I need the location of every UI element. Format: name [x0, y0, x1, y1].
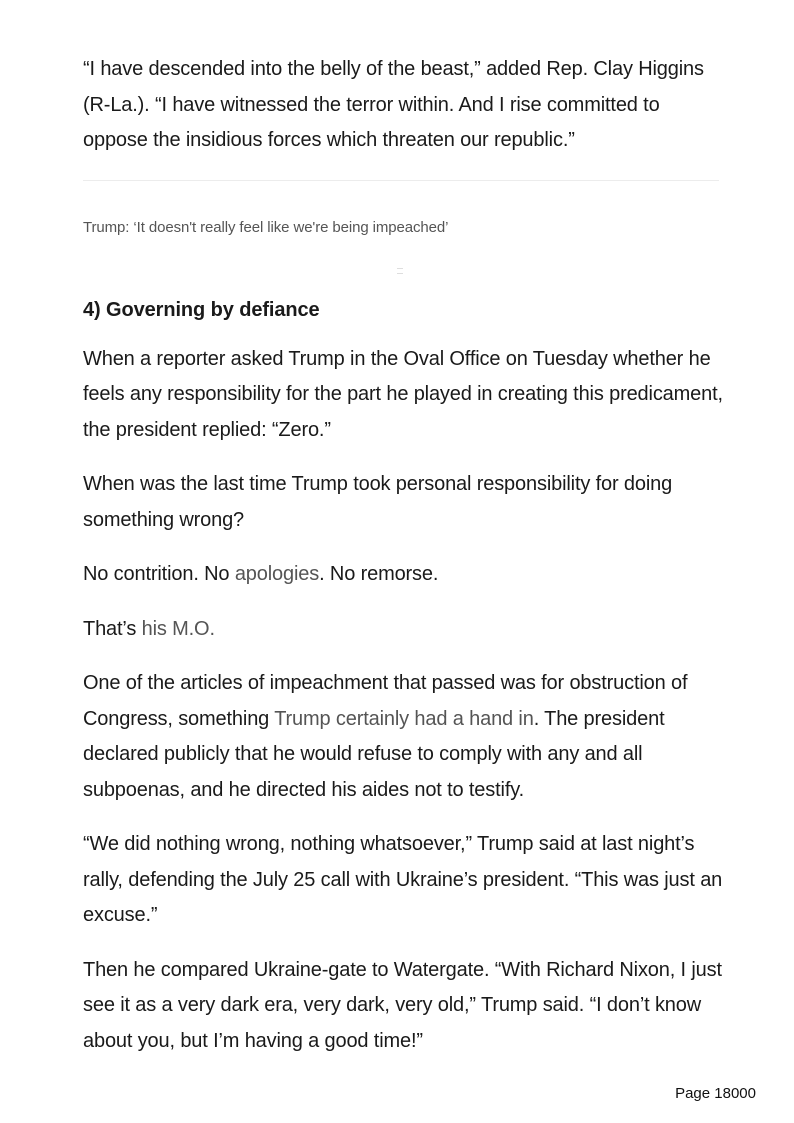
section-heading: 4) Governing by defiance: [83, 298, 320, 321]
paragraph-articles: [83, 666, 723, 808]
paragraph-contrition: [83, 557, 723, 593]
paragraph-text: That’s: [83, 617, 142, 640]
paragraph-mo: [83, 612, 723, 648]
paragraph-text: One of the articles of impeachment that passed was for obstruction of Congress, something: [83, 672, 688, 730]
hand-in-link[interactable]: Trump certainly had a hand in: [274, 707, 534, 730]
article-body: [83, 52, 723, 1059]
his-mo-link[interactable]: his M.O.: [141, 617, 215, 640]
menu-icon: [397, 268, 403, 274]
paragraph-reporter: When a reporter asked Trump in the Oval Office on Tuesday whether he feels any responsibility for the part he played in creating this predicament, the president replied: “Zero.”: [83, 347, 723, 441]
paragraph-last-time: When was the last time Trump took personal responsibility for doing something wrong?: [83, 473, 673, 531]
video-caption[interactable]: Trump: ‘It doesn't really feel like we're being impeached’: [83, 218, 449, 236]
paragraph-nothing-wrong: “We did nothing wrong, nothing whatsoever,” Trump said at last night’s rally, defending the July 25 call with Ukraine’s president. “This was just an excuse.”: [83, 833, 723, 926]
paragraph-text: No contrition. No: [83, 563, 235, 585]
paragraph-watergate: Then he compared Ukraine-gate to Watergate. “With Richard Nixon, I just see it as a very dark era, very dark, very old,” Trump said. “I don’t know about you, but I’m having a good time!”: [83, 958, 722, 1052]
paragraph-text: . No remorse.: [319, 563, 439, 585]
quote-paragraph: “I have descended into the belly of the beast,” added Rep. Clay Higgins (R-La.). “I have witnessed the terror within. And I rise committed to oppose the insidious forces which threaten our republic.”: [83, 58, 704, 151]
page-number: Page 18000: [675, 1085, 756, 1102]
apologies-link[interactable]: apologies: [234, 563, 320, 585]
divider: [83, 180, 719, 181]
paragraph-text: . The president declared publicly that he would refuse to comply with any and all subpoenas, and he directed his aides not to testify.: [83, 707, 665, 801]
